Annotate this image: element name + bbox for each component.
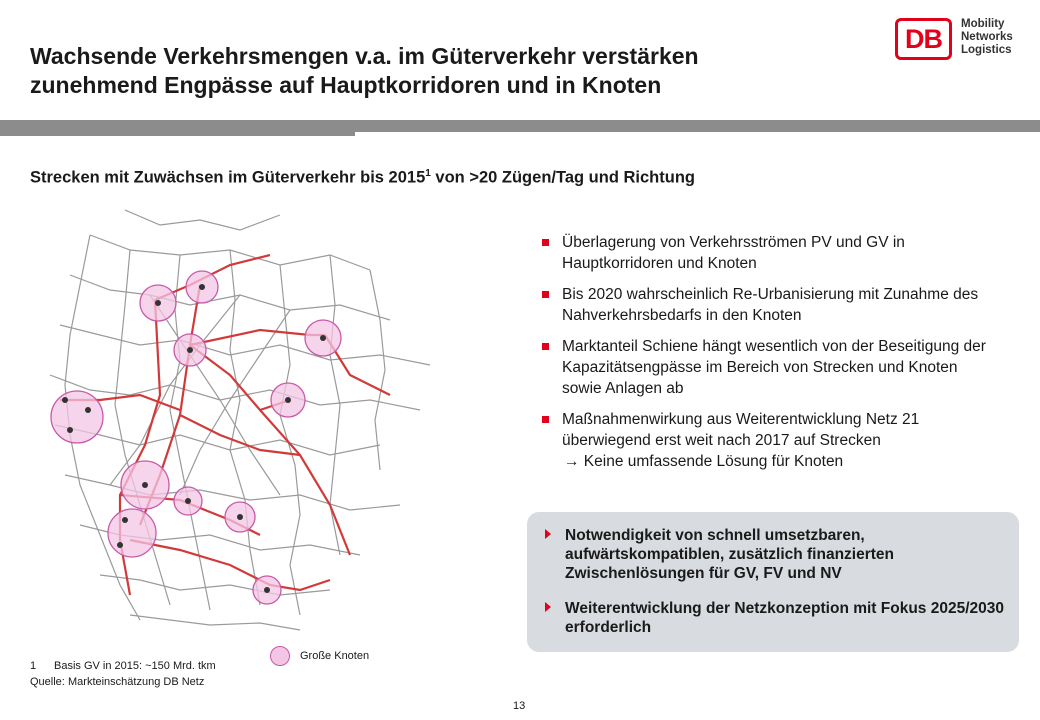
source-label: Quelle: — [30, 676, 65, 688]
section-subtitle — [30, 168, 695, 188]
logo-line-3: Logistics — [961, 44, 1012, 56]
source-text: Markteinschätzung DB Netz — [68, 676, 205, 688]
footnote — [30, 658, 216, 690]
bullet-subtext: → Keine umfassende Lösung für Knoten — [564, 453, 844, 470]
page-title — [30, 42, 850, 100]
bullet-text: Maßnahmenwirkung aus Weiterentwicklung Netz 21 überwiegend erst weit nach 2017 auf Strecken — [562, 411, 920, 449]
bullet-item: Überlagerung von Verkehrsströmen PV und GV in Hauptkorridoren und Knoten — [540, 232, 1000, 274]
db-logo — [895, 18, 1025, 68]
title-line-2: zunehmend Engpässe auf Hauptkorridoren und in Knoten — [30, 72, 662, 98]
conclusion-text: Notwendigkeit von schnell umsetzbaren, aufwärtskompatiblen, zusätzlich finanzierten Zwischenlösungen für GV, FV und NV — [565, 527, 895, 582]
logo-line-1: Mobility — [961, 18, 1005, 30]
subtitle-rest: von >20 Zügen/Tag und Richtung — [430, 168, 695, 187]
conclusion-text: Weiterentwicklung der Netzkonzeption mit Fokus 2025/2030 erforderlich — [565, 600, 1004, 636]
rail-network-map — [30, 195, 510, 640]
arrow-right-icon — [545, 602, 551, 612]
db-logo-text: DB — [905, 23, 942, 54]
growth-corridors — [60, 255, 390, 595]
header-divider-light — [355, 120, 1040, 132]
subtitle-text: Strecken mit Zuwächsen im Güterverkehr bis 2015 — [30, 168, 426, 187]
logo-tagline — [961, 18, 1013, 57]
page-number: 13 — [513, 700, 526, 712]
arrow-right-icon — [545, 529, 551, 539]
title-line-1: Wachsende Verkehrsmengen v.a. im Güterverkehr verstärken — [30, 43, 699, 69]
bullet-item — [540, 409, 1000, 472]
header-divider-dark — [0, 120, 355, 136]
bullet-list — [540, 232, 1000, 472]
db-logo-box — [895, 18, 952, 60]
footnote-number: 1 — [30, 660, 37, 672]
node-mannheim — [108, 509, 156, 557]
node-ruhr — [51, 391, 103, 443]
node-legend-icon — [270, 646, 290, 666]
logo-line-2: Networks — [961, 31, 1013, 43]
conclusion-item — [545, 599, 1025, 637]
subtitle-footnote-mark: 1 — [425, 168, 431, 179]
base-network — [50, 210, 430, 630]
bullet-item: Bis 2020 wahrscheinlich Re-Urbanisierung mit Zunahme des Nahverkehrsbedarfs in den Knoten — [540, 284, 1000, 326]
bullet-item: Marktanteil Schiene hängt wesentlich von der Beseitigung der Kapazitätsengpässe im Bereich von Strecken und Knoten sowie Anlagen ab — [540, 336, 1000, 399]
conclusion-item — [545, 526, 1025, 583]
legend-label: Große Knoten — [300, 650, 370, 662]
conclusion-box — [527, 512, 1019, 652]
footnote-text: Basis GV in 2015: ~150 Mrd. tkm — [54, 660, 216, 672]
